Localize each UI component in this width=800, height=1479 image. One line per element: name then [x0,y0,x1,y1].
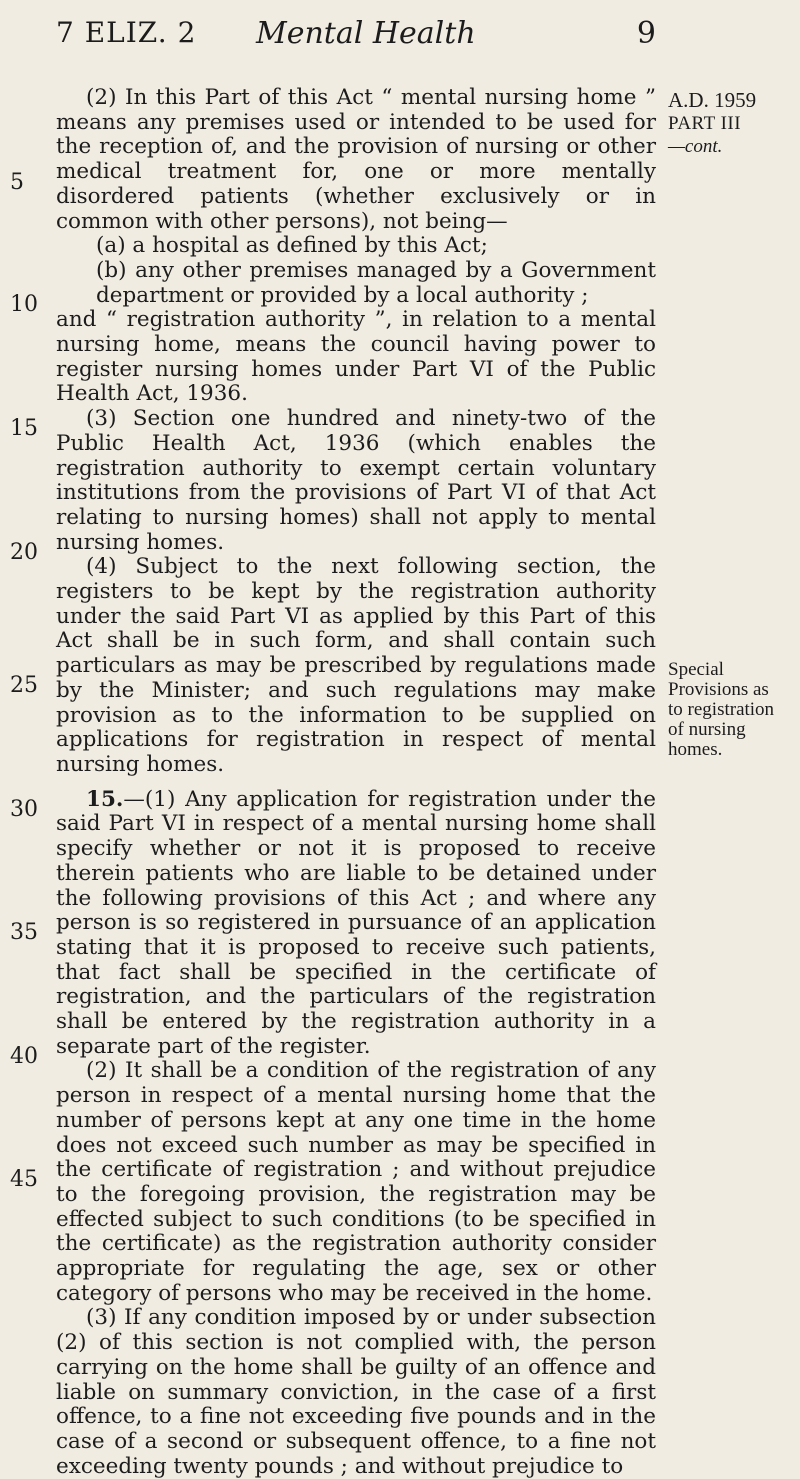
line-number: 25 [10,673,38,698]
paragraph-item-b: (b) any other premises managed by a Government department or provided by a local authority ; [96,257,656,308]
paragraph-registration-authority: and “ registration authority ”, in relation to a mental nursing home, means the council having power to register nursing homes under Part VI of the Public Health Act, 1936. [56,307,656,407]
line-number: 5 [10,170,24,195]
line-number: 40 [10,1044,38,1069]
line-number: 20 [10,540,38,565]
paragraph-section-15-2: (2) It shall be a condition of the registration of any person in respect of a mental nursing home that the number of persons kept at any one time in the home does not exceed such number as may be specified in the certificate of registration ; and without prejudice to the foregoing provision, the registration may be effected subject to such conditions (to be specified in the certificate) as the registration authority consider appropriate for regulating the age, sex or other category of persons who may be received in the home. [56,1058,656,1306]
section-15-1-text: —(1) Any application for registration under the said Part VI in respect of a mental nursing home shall specify whether or not it is proposed to receive therein patients who are liable to be detained under the following provisions of this Act ; and where any person is so registered in pursuance of an application stating that it is proposed to receive such patients, that fact shall be specified in the certificate of registration, and the particulars of the registration shall be entered by the registration authority in a separate part of the register. [56,786,656,1059]
margin-note-line: to registration [668,699,775,720]
paragraph-definition-mental-nursing-home: (2) In this Part of this Act “ mental nursing home ” means any premises used or intended to be used for the reception of, and the provision of nursing or other medical treatment for, one or more mentally disordered patients (whether exclusively or in common with other persons), not being— [56,85,656,234]
line-number: 30 [10,797,38,822]
line-number: 45 [10,1167,38,1192]
line-number: 15 [10,416,38,441]
page-header [56,16,656,56]
margin-note [668,660,800,760]
paragraph-section-15-1 [56,788,656,1060]
line-number: 35 [10,920,38,945]
section-number: 15. [86,786,124,812]
paragraph-subsection-4: (4) Subject to the next following section, the registers to be kept by the registration authority under the said Part VI as applied by this Part of this Act shall be in such form, and shall contain such particulars as may be prescribed by regulations made by the Minister; and such regulations may make provision as to the information to be supplied on applications for registration in respect of mental nursing homes. [56,554,656,777]
margin-note-line: Special [668,659,724,680]
paragraph-item-a: (a) a hospital as defined by this Act; [96,233,488,259]
paragraph-subsection-3: (3) Section one hundred and ninety-two of the Public Health Act, 1936 (which enables the registration authority to exempt certain voluntary institutions from the provisions of Part VI of that Act relating to nursing homes) shall not apply to mental nursing homes. [56,406,656,555]
body-text [56,86,656,1479]
margin-note-line: homes. [668,739,723,760]
margin-note-line: Provisions as [668,679,769,700]
margin-year: A.D. 1959 [668,88,757,112]
page-number: 9 [636,16,656,51]
header-citation: 7 ELIZ. 2 [56,16,197,49]
paragraph-section-15-3: (3) If any condition imposed by or under subsection (2) of this section is not complied with, the person carrying on the home shall be guilty of an offence and liable on summary conviction, in the case of a first offence, to a fine not exceeding five pounds and in the case of a second or subsequent offence, to a fine not exceeding twenty pounds ; and without prejudice to [56,1305,656,1479]
header-title: Mental Health [256,16,476,51]
margin-part: PART III [668,113,742,134]
line-number: 10 [10,292,38,317]
margin-cont: —cont. [668,136,723,157]
margin-note-line: of nursing [668,719,746,740]
